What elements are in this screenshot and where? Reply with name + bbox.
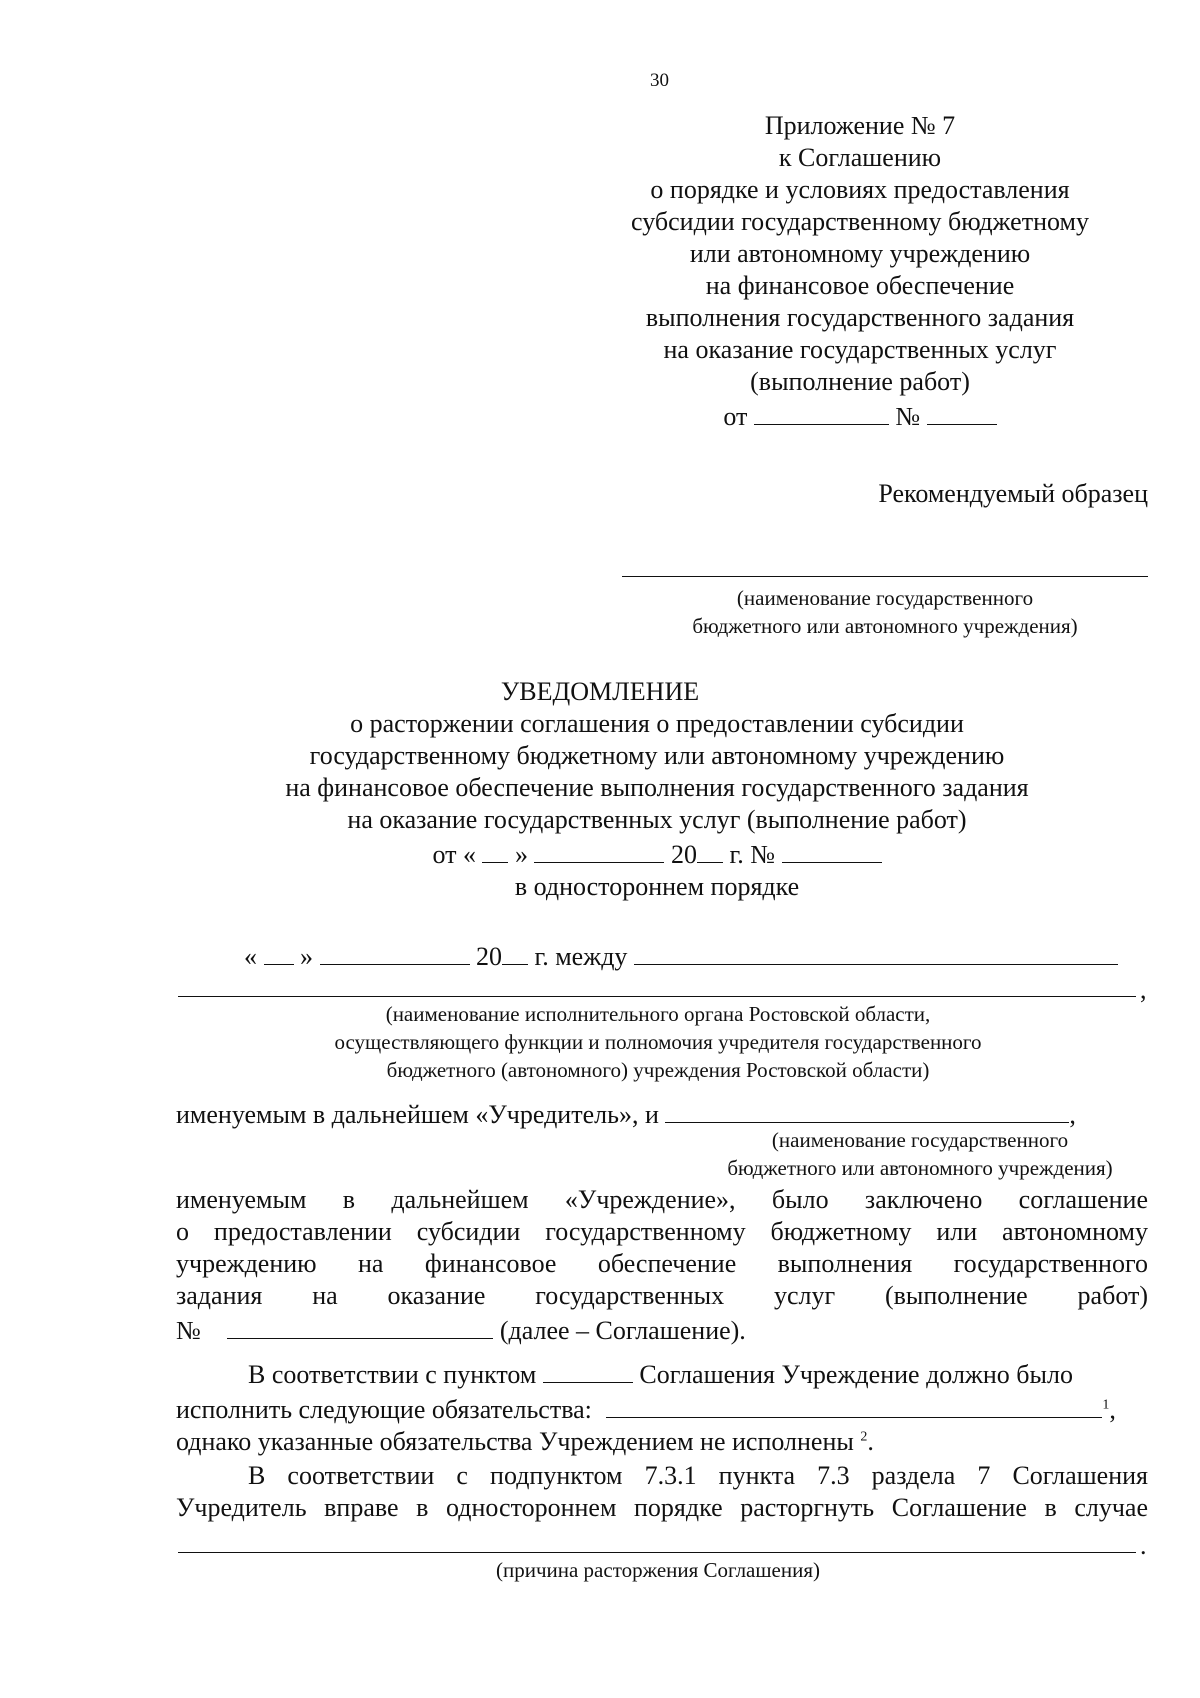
notice-year-prefix: 20 xyxy=(670,840,697,869)
founder-name-field-1[interactable] xyxy=(634,938,1118,965)
appendix-block xyxy=(600,110,1120,433)
named-founder-text: именуемым в дальнейшем «Учредитель», и xyxy=(176,1100,659,1129)
agreement-year-prefix: 20 xyxy=(476,942,502,971)
obligations-period: . xyxy=(867,1427,874,1456)
notice-year-field[interactable] xyxy=(697,836,723,863)
reason-period: . xyxy=(1140,1531,1147,1560)
open-quote: « xyxy=(244,942,257,971)
obligations-line-2 xyxy=(176,1391,1148,1426)
paragraph-line: задания на оказание государственных услуг (выполнение работ) xyxy=(176,1281,1148,1310)
notice-title: УВЕДОМЛЕНИЕ xyxy=(500,677,700,706)
caption-line: бюджетного или автономного учреждения) xyxy=(727,1156,1113,1180)
institution-caption xyxy=(690,1126,1150,1182)
caption-line: осуществляющего функции и полномочия учредителя государственного xyxy=(334,1030,982,1054)
para2-line2: исполнить следующие обязательства: xyxy=(176,1395,592,1424)
paragraph-obligations xyxy=(176,1356,1148,1458)
notice-day-field[interactable] xyxy=(482,836,508,863)
institution-comma: , xyxy=(1069,1100,1076,1129)
paragraph-line: именуемым в дальнейшем «Учреждение», было заключено соглашение xyxy=(176,1185,1148,1214)
agreement-number-sign: № xyxy=(176,1316,201,1345)
between-text: г. между xyxy=(534,942,628,971)
notice-line: государственному бюджетному или автономному учреждению xyxy=(309,741,1005,770)
paragraph-agreement xyxy=(176,1184,1148,1347)
recipient-name-field[interactable] xyxy=(622,576,1148,577)
close-quote: » xyxy=(300,942,313,971)
appendix-line: на финансовое обеспечение xyxy=(705,271,1015,300)
notice-line: на финансовое обеспечение выполнения государственного задания xyxy=(285,773,1029,802)
caption-line: (наименование государственного xyxy=(771,1128,1069,1152)
notice-date-from: от « xyxy=(432,840,476,869)
appendix-line: субсидии государственному бюджетному xyxy=(631,207,1089,236)
founder-caption xyxy=(178,1000,1138,1084)
appendix-line: (выполнение работ) xyxy=(750,367,970,396)
clause-number-field[interactable] xyxy=(543,1356,633,1383)
termination-line-1: В соответствии с подпунктом 7.3.1 пункта 7.3 раздела 7 Соглашения xyxy=(248,1461,1148,1490)
obligations-line-1 xyxy=(176,1356,1148,1391)
notice-date-close: » xyxy=(514,840,528,869)
footnote-2: 2 xyxy=(860,1429,868,1445)
notice-year-suffix: г. № xyxy=(729,840,776,869)
founder-name-field-2[interactable] xyxy=(178,996,1136,997)
appendix-line: выполнения государственного задания xyxy=(645,303,1075,332)
reason-caption: (причина расторжения Соглашения) xyxy=(495,1558,821,1582)
recommended-sample-label: Рекомендуемый образец xyxy=(878,479,1148,508)
notice-line: о расторжении соглашения о предоставлении субсидии xyxy=(350,709,964,738)
institution-name-field[interactable] xyxy=(665,1096,1069,1123)
caption-line: бюджетного или автономного учреждения) xyxy=(692,614,1078,638)
caption-line: (наименование исполнительного органа Ростовской области, xyxy=(385,1002,931,1026)
notice-heading xyxy=(0,676,1200,708)
notice-month-field[interactable] xyxy=(534,836,664,863)
footnote-1: 1 xyxy=(1102,1397,1110,1413)
appendix-line: к Соглашению xyxy=(778,143,942,172)
obligations-field[interactable] xyxy=(606,1391,1102,1418)
recipient-caption xyxy=(622,584,1148,640)
para2-mid: Соглашения Учреждение должно было xyxy=(639,1360,1073,1389)
notice-subtitle-block xyxy=(0,708,1200,903)
notice-number-field[interactable] xyxy=(782,836,882,863)
para2-start: В соответствии с пунктом xyxy=(248,1360,537,1389)
paragraph-line: учреждению на финансовое обеспечение выполнения государственного xyxy=(176,1249,1148,1278)
appendix-line: или автономному учреждению xyxy=(689,239,1031,268)
caption-line: бюджетного (автономного) учреждения Ростовской области) xyxy=(386,1058,930,1082)
caption-line: (наименование государственного xyxy=(736,586,1034,610)
termination-line-2: Учредитель вправе в одностороннем порядке расторгнуть Соглашение в случае xyxy=(176,1493,1148,1522)
notice-date-line xyxy=(0,836,1200,871)
paragraph-line: о предоставлении субсидии государственному бюджетному или автономному xyxy=(176,1217,1148,1246)
termination-reason-field[interactable] xyxy=(178,1552,1136,1553)
appendix-number-field[interactable] xyxy=(927,398,997,425)
appendix-date-prefix: от xyxy=(723,402,748,431)
founder-comma: , xyxy=(1140,975,1147,1004)
agreement-year-field[interactable] xyxy=(502,938,528,965)
appendix-line: о порядке и условиях предоставления xyxy=(650,175,1070,204)
notice-order: в одностороннем порядке xyxy=(514,872,800,901)
agreement-day-field[interactable] xyxy=(264,938,294,965)
agreement-date-line xyxy=(244,938,1118,973)
paragraph-termination xyxy=(176,1460,1148,1524)
page-number: 30 xyxy=(650,70,669,91)
appendix-date-line xyxy=(600,398,1120,433)
appendix-date-field[interactable] xyxy=(754,398,889,425)
appendix-line: на оказание государственных услуг xyxy=(663,335,1057,364)
obligations-line-3 xyxy=(176,1426,1148,1458)
notice-line: на оказание государственных услуг (выполнение работ) xyxy=(347,805,967,834)
agreement-month-field[interactable] xyxy=(320,938,470,965)
obligations-comma: , xyxy=(1109,1395,1116,1424)
appendix-line: Приложение № 7 xyxy=(764,111,956,140)
appendix-number-sign: № xyxy=(895,402,921,431)
para2-line3: однако указанные обязательства Учреждением не исполнены xyxy=(176,1427,854,1456)
agreement-number-field[interactable] xyxy=(227,1312,493,1339)
further-text: (далее – Соглашение). xyxy=(499,1316,746,1345)
agreement-number-line xyxy=(176,1312,1148,1347)
